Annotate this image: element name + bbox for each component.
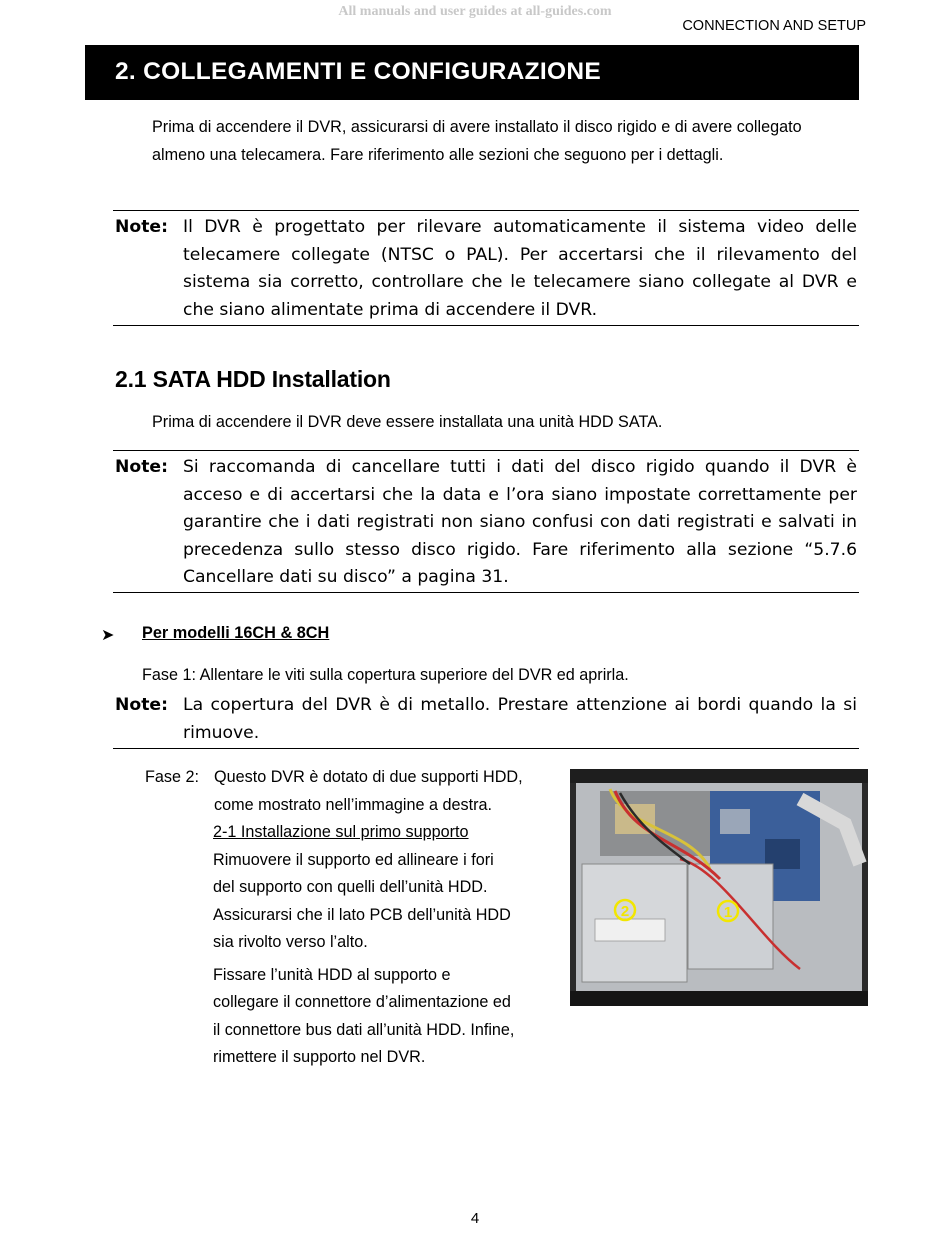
step-2-substeps [213,819,573,1072]
note-text-1: Il DVR è progettato per rilevare automaticamente il sistema video delle telecamere collegate (NTSC o PAL). Per accertarsi che il rilevamento del sistema sia corretto, controllare che le telecamere siano collegate al DVR e che siano alimentate prima di accendere il DVR. [183,217,857,320]
running-head: CONNECTION AND SETUP [682,18,866,34]
note-box-3 [113,691,859,749]
bullet-arrow-icon: ➤ [101,627,115,644]
step-2-label: Fase 2: [145,768,199,786]
bracket-2-label: 2 [620,903,630,920]
subsection-intro: Prima di accendere il DVR deve essere installata una unità HDD SATA. [152,413,663,431]
substep-line: Fissare l’unità HDD al supporto e [213,965,451,984]
subsection-title: 2.1 SATA HDD Installation [115,366,391,392]
page-number: 4 [470,1210,480,1227]
step-2-line: Questo DVR è dotato di due supporti HDD, [214,768,523,786]
bracket-1-label: 1 [723,904,733,921]
section-title-bar [85,45,859,100]
bullet-title: Per modelli 16CH & 8CH [142,624,330,642]
substep-line: Rimuovere il supporto ed allineare i fori [213,850,494,869]
note-label: Note: [115,217,168,237]
substep-line: rimettere il supporto nel DVR. [213,1048,426,1066]
substep-line: del supporto con quelli dell’unità HDD. [213,878,488,896]
note-box-1 [113,210,859,326]
watermark: All manuals and user guides at all-guides.com [338,4,612,19]
substep-line: Assicurarsi che il lato PCB dell’unità HDD [213,905,511,924]
substep-line: collegare il connettore d’alimentazione ed [213,993,511,1011]
dvr-interior-photo [570,769,868,1006]
note-label: Note: [115,457,168,477]
substep-line: il connettore bus dati all’unità HDD. Infine, [213,1020,515,1039]
note-box-2 [113,450,859,593]
section-title: 2. COLLEGAMENTI E CONFIGURAZIONE [115,58,601,85]
note-label: Note: [115,695,168,715]
note-text-2: Si raccomanda di cancellare tutti i dati del disco rigido quando il DVR è acceso e di accertarsi che la data e l’ora siano impostate correttamente per garantire che i dati registrati non siano confusi con dati registrati e salvati in precedenza sullo stesso disco rigido. Fare riferimento alla sezione “5.7.6 Cancellare dati su disco” a pagina 31. [183,457,857,588]
step-1-label: Fase 1: [142,666,196,684]
substep-heading: 2-1 Installazione sul primo supporto [213,823,469,841]
note-text-3: La copertura del DVR è di metallo. Prestare attenzione ai bordi quando la si rimuove. [183,695,857,743]
step-1-text: Allentare le viti sulla copertura superiore del DVR ed aprirla. [199,666,629,684]
step-2-line: come mostrato nell’immagine a destra. [214,795,493,814]
step-1 [142,662,629,690]
intro-paragraph: Prima di accendere il DVR, assicurarsi di avere installato il disco rigido e di avere collegato almeno una telecamera. Fare riferimento alle sezioni che seguono per i dettagli. [152,118,802,164]
step-2-body [214,764,574,819]
substep-line: sia rivolto verso l’alto. [213,933,368,951]
